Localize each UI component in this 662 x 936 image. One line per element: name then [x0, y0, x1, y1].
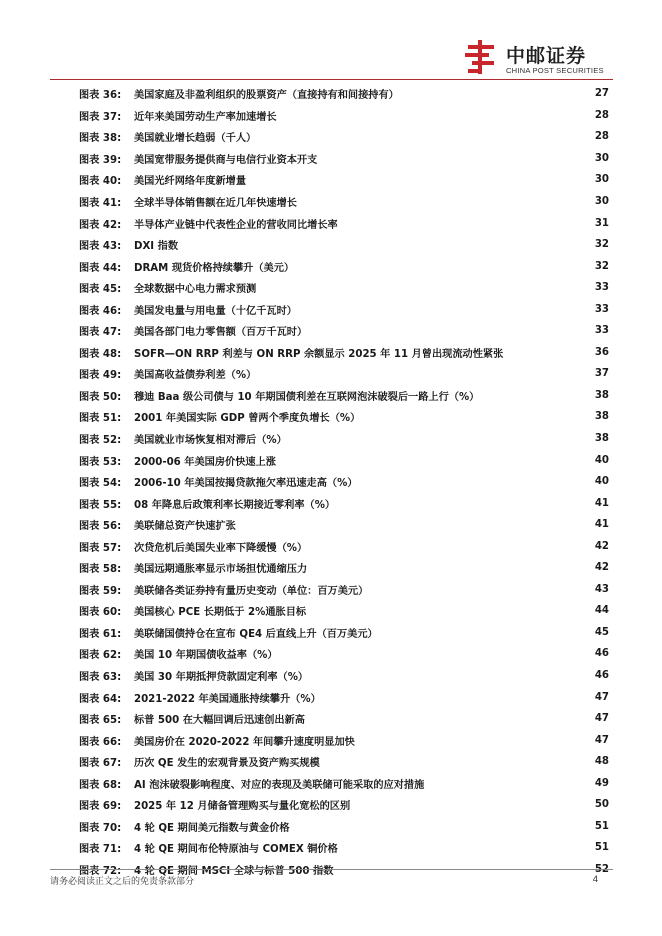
- toc-figure-label: 图表 65:: [79, 715, 122, 727]
- toc-dot-leader: [251, 175, 592, 184]
- toc-figure-title: 历次 QE 发生的宏观背景及资产购买规模: [134, 758, 320, 770]
- toc-entry[interactable]: [79, 514, 609, 536]
- toc-figure-title: 美国光纤网络年度新增量: [134, 176, 247, 188]
- toc-figure-title: 美国就业增长趋弱（千人）: [134, 133, 257, 145]
- toc-figure-label: 图表 72:: [79, 865, 122, 877]
- toc-page-number: 49: [594, 777, 609, 789]
- toc-entry[interactable]: [79, 320, 609, 342]
- toc-dot-leader: [325, 757, 592, 766]
- toc-entry[interactable]: [79, 83, 609, 105]
- toc-entry[interactable]: [79, 579, 609, 601]
- toc-dot-leader: [484, 391, 591, 400]
- toc-entry[interactable]: [79, 363, 609, 385]
- toc-figure-title: 4 轮 QE 期间 MSCI 全球与标普 500 指数: [134, 865, 334, 877]
- toc-figure-label: 图表 46:: [79, 305, 122, 317]
- toc-figure-label: 图表 59:: [79, 585, 122, 597]
- toc-page-number: 40: [594, 476, 609, 488]
- toc-page-number: 42: [594, 540, 609, 552]
- toc-figure-title: 美国发电量与用电量（十亿千瓦时）: [134, 305, 297, 317]
- toc-figure-label: 图表 70:: [79, 822, 122, 834]
- toc-entry[interactable]: [79, 665, 609, 687]
- toc-figure-label: 图表 51:: [79, 413, 122, 425]
- toc-dot-leader: [292, 434, 592, 443]
- toc-figure-label: 图表 38:: [79, 133, 122, 145]
- toc-entry[interactable]: [79, 126, 609, 148]
- toc-figure-title: 美国各部门电力零售额（百万千瓦时）: [134, 327, 308, 339]
- toc-figure-title: 2021-2022 年美国通胀持续攀升（%）: [134, 693, 321, 705]
- toc-entry[interactable]: [79, 191, 609, 213]
- toc-entry[interactable]: [79, 535, 609, 557]
- toc-figure-label: 图表 37:: [79, 111, 122, 123]
- toc-figure-title: 标普 500 在大幅回调后迅速创出新高: [134, 715, 305, 727]
- toc-figure-label: 图表 62:: [79, 650, 122, 662]
- toc-entry[interactable]: [79, 708, 609, 730]
- toc-figure-label: 图表 52:: [79, 435, 122, 447]
- toc-figure-title: DXI 指数: [134, 241, 179, 253]
- toc-page-number: 40: [594, 454, 609, 466]
- toc-figure-label: 图表 40:: [79, 176, 122, 188]
- toc-figure-title: SOFR—ON RRP 利差与 ON RRP 余额显示 2025 年 11 月曾出现流动性紧张: [134, 348, 504, 360]
- toc-entry[interactable]: [79, 298, 609, 320]
- toc-dot-leader: [261, 132, 592, 141]
- toc-entry[interactable]: [79, 471, 609, 493]
- toc-figure-label: 图表 56:: [79, 521, 122, 533]
- toc-figure-label: 图表 48:: [79, 348, 122, 360]
- toc-entry[interactable]: [79, 557, 609, 579]
- toc-dot-leader: [312, 542, 592, 551]
- toc-page-number: 48: [594, 756, 609, 768]
- toc-dot-leader: [373, 585, 592, 594]
- toc-entry[interactable]: [79, 342, 609, 364]
- toc-page-number: 38: [594, 389, 609, 401]
- toc-figure-title: 近年来美国劳动生产率加速增长: [134, 111, 277, 123]
- toc-entry[interactable]: [79, 794, 609, 816]
- toc-figure-title: 美国远期通胀率显示市场担忧通缩压力: [134, 564, 308, 576]
- toc-figure-label: 图表 67:: [79, 758, 122, 770]
- toc-figure-label: 图表 44:: [79, 262, 122, 274]
- toc-page-number: 37: [594, 368, 609, 380]
- toc-figure-title: 美国宽带服务提供商与电信行业资本开支: [134, 154, 318, 166]
- toc-figure-title: 美国房价在 2020-2022 年间攀升速度明显加快: [134, 736, 355, 748]
- toc-figure-label: 图表 49:: [79, 370, 122, 382]
- toc-dot-leader: [241, 520, 592, 529]
- toc-entry[interactable]: [79, 255, 609, 277]
- toc-page-number: 43: [594, 583, 609, 595]
- toc-dot-leader: [383, 628, 592, 637]
- toc-figure-label: 图表 55:: [79, 499, 122, 511]
- toc-dot-leader: [302, 197, 592, 206]
- toc-figure-title: 美国家庭及非盈利组织的股票资产（直接持有和间接持有）: [134, 90, 399, 102]
- toc-figure-title: 美国 30 年期抵押贷款固定利率（%）: [134, 672, 309, 684]
- toc-page-number: 36: [594, 346, 609, 358]
- logo-english-name: CHINA POST SECURITIES: [506, 66, 604, 75]
- toc-figure-title: 美国核心 PCE 长期低于 2%通胀目标: [134, 607, 307, 619]
- toc-figure-label: 图表 39:: [79, 154, 122, 166]
- toc-dot-leader: [365, 412, 592, 421]
- toc-figure-title: 2006-10 年美国按揭贷款拖欠率迅速走高（%）: [134, 478, 358, 490]
- toc-dot-leader: [508, 348, 592, 357]
- toc-dot-leader: [310, 714, 592, 723]
- toc-entry[interactable]: [79, 729, 609, 751]
- footer-disclaimer: 请务必阅读正文之后的免责条款部分: [50, 877, 195, 887]
- china-post-logo-icon: [462, 38, 500, 76]
- toc-page-number: 44: [594, 605, 609, 617]
- toc-figure-label: 图表 50:: [79, 391, 122, 403]
- toc-figure-label: 图表 63:: [79, 672, 122, 684]
- toc-entry[interactable]: [79, 169, 609, 191]
- toc-entry[interactable]: [79, 622, 609, 644]
- toc-page-number: 27: [594, 88, 609, 100]
- toc-figure-label: 图表 45:: [79, 284, 122, 296]
- toc-figure-label: 图表 41:: [79, 198, 122, 209]
- toc-figure-title: 美国高收益债券利差（%）: [134, 370, 257, 382]
- toc-page-number: 30: [594, 174, 609, 186]
- toc-page-number: 30: [594, 196, 609, 207]
- toc-page-number: 52: [594, 863, 609, 875]
- toc-page-number: 38: [594, 433, 609, 445]
- toc-figure-title: 穆迪 Baa 级公司债与 10 年期国债利差在互联网泡沫破裂后一路上行（%）: [134, 391, 480, 403]
- toc-entry[interactable]: [79, 837, 609, 859]
- toc-figure-title: 08 年降息后政策利率长期接近零利率（%）: [134, 499, 336, 511]
- toc-figure-title: 美国 10 年期国债收益率（%）: [134, 650, 278, 662]
- toc-page-number: 32: [594, 260, 609, 272]
- toc-dot-leader: [363, 477, 592, 486]
- toc-dot-leader: [313, 671, 592, 680]
- toc-dot-leader: [312, 326, 592, 335]
- toc-figure-label: 图表 71:: [79, 844, 122, 856]
- toc-figure-title: 美联储各类证券持有量历史变动（单位：百万美元）: [134, 585, 369, 597]
- toc-page-number: 32: [594, 239, 609, 251]
- toc-page-number: 51: [594, 842, 609, 854]
- toc-figure-title: 2000-06 年美国房价快速上涨: [134, 456, 276, 468]
- toc-figure-label: 图表 53:: [79, 456, 122, 468]
- toc-dot-leader: [343, 843, 592, 852]
- toc-entry[interactable]: [79, 234, 609, 256]
- toc-entry[interactable]: [79, 105, 609, 127]
- toc-figure-title: 美联储国债持仓在宣布 QE4 后直线上升（百万美元）: [134, 628, 378, 640]
- toc-page-number: 31: [594, 217, 609, 229]
- toc-figure-title: 半导体产业链中代表性企业的营收同比增长率: [134, 219, 338, 231]
- toc-dot-leader: [429, 779, 592, 788]
- toc-entry[interactable]: [79, 643, 609, 665]
- toc-dot-leader: [340, 499, 592, 508]
- toc-page-number: 45: [594, 626, 609, 638]
- figure-index-list: [79, 83, 609, 880]
- toc-page-number: 28: [594, 131, 609, 143]
- toc-figure-label: 图表 61:: [79, 628, 122, 640]
- toc-entry[interactable]: [79, 600, 609, 622]
- toc-entry[interactable]: [79, 686, 609, 708]
- header-divider: [50, 79, 613, 80]
- toc-page-number: 47: [594, 691, 609, 703]
- toc-figure-title: 美国就业市场恢复相对滞后（%）: [134, 435, 287, 447]
- footer-divider: [50, 869, 613, 870]
- toc-figure-label: 图表 66:: [79, 736, 122, 748]
- toc-figure-label: 图表 58:: [79, 564, 122, 576]
- toc-entry[interactable]: [79, 449, 609, 471]
- toc-figure-title: 2025 年 12 月储备管理购买与量化宽松的区别: [134, 801, 351, 813]
- toc-figure-label: 图表 43:: [79, 241, 122, 253]
- toc-page-number: 46: [594, 670, 609, 682]
- toc-page-number: 51: [594, 820, 609, 832]
- toc-page-number: 30: [594, 152, 609, 164]
- toc-dot-leader: [343, 219, 592, 228]
- toc-figure-label: 图表 42:: [79, 219, 122, 231]
- toc-dot-leader: [281, 456, 592, 465]
- toc-page-number: 28: [594, 109, 609, 121]
- company-logo: [462, 38, 620, 78]
- toc-entry[interactable]: [79, 277, 609, 299]
- toc-page-number: 42: [594, 562, 609, 574]
- logo-chinese-name: 中邮证券: [506, 45, 587, 67]
- toc-entry[interactable]: [79, 492, 609, 514]
- toc-figure-title: DRAM 现货价格持续攀升（美元）: [134, 262, 295, 274]
- toc-figure-title: 4 轮 QE 期间美元指数与黄金价格: [134, 822, 290, 834]
- toc-page-number: 46: [594, 648, 609, 660]
- toc-dot-leader: [295, 822, 592, 831]
- toc-figure-title: 2001 年美国实际 GDP 曾两个季度负增长（%）: [134, 413, 361, 425]
- toc-dot-leader: [261, 369, 592, 378]
- toc-figure-label: 图表 36:: [79, 90, 122, 102]
- toc-figure-label: 图表 47:: [79, 327, 122, 339]
- toc-figure-label: 图表 68:: [79, 779, 122, 791]
- toc-entry[interactable]: [79, 385, 609, 407]
- toc-page-number: 41: [594, 519, 609, 531]
- toc-figure-title: 美联储总资产快速扩张: [134, 521, 236, 533]
- toc-dot-leader: [404, 89, 592, 98]
- toc-figure-label: 图表 60:: [79, 607, 122, 619]
- toc-figure-title: 次贷危机后美国失业率下降缓慢（%）: [134, 542, 308, 554]
- toc-dot-leader: [326, 693, 592, 702]
- toc-figure-title: 全球半导体销售额在近几年快速增长: [134, 198, 297, 209]
- toc-figure-label: 图表 64:: [79, 693, 122, 705]
- page-number: 4: [592, 874, 598, 885]
- toc-dot-leader: [302, 305, 592, 314]
- toc-page-number: 47: [594, 734, 609, 746]
- toc-figure-label: 图表 57:: [79, 542, 122, 554]
- toc-entry[interactable]: [79, 212, 609, 234]
- toc-page-number: 33: [594, 325, 609, 337]
- toc-figure-label: 图表 69:: [79, 801, 122, 813]
- toc-figure-label: 图表 54:: [79, 478, 122, 490]
- toc-page-number: 33: [594, 303, 609, 315]
- toc-figure-title: AI 泡沫破裂影响程度、对应的表现及美联储可能采取的应对措施: [134, 779, 425, 791]
- toc-entry[interactable]: [79, 816, 609, 838]
- toc-dot-leader: [312, 563, 592, 572]
- toc-page-number: 47: [594, 713, 609, 725]
- toc-entry[interactable]: [79, 751, 609, 773]
- toc-dot-leader: [282, 111, 592, 120]
- toc-dot-leader: [311, 606, 592, 615]
- toc-dot-leader: [183, 240, 592, 249]
- toc-entry[interactable]: [79, 428, 609, 450]
- toc-page-number: 33: [594, 282, 609, 294]
- toc-entry[interactable]: [79, 406, 609, 428]
- toc-figure-title: 全球数据中心电力需求预测: [134, 284, 257, 296]
- toc-page-number: 41: [594, 497, 609, 509]
- toc-dot-leader: [299, 262, 592, 271]
- toc-page-number: 38: [594, 411, 609, 423]
- toc-page-number: 50: [594, 799, 609, 811]
- toc-dot-leader: [261, 283, 592, 292]
- toc-dot-leader: [322, 154, 591, 163]
- toc-entry[interactable]: [79, 148, 609, 170]
- toc-dot-leader: [360, 736, 592, 745]
- toc-entry[interactable]: [79, 773, 609, 795]
- toc-dot-leader: [355, 800, 592, 809]
- toc-dot-leader: [283, 649, 592, 658]
- toc-figure-title: 4 轮 QE 期间布伦特原油与 COMEX 铜价格: [134, 844, 338, 856]
